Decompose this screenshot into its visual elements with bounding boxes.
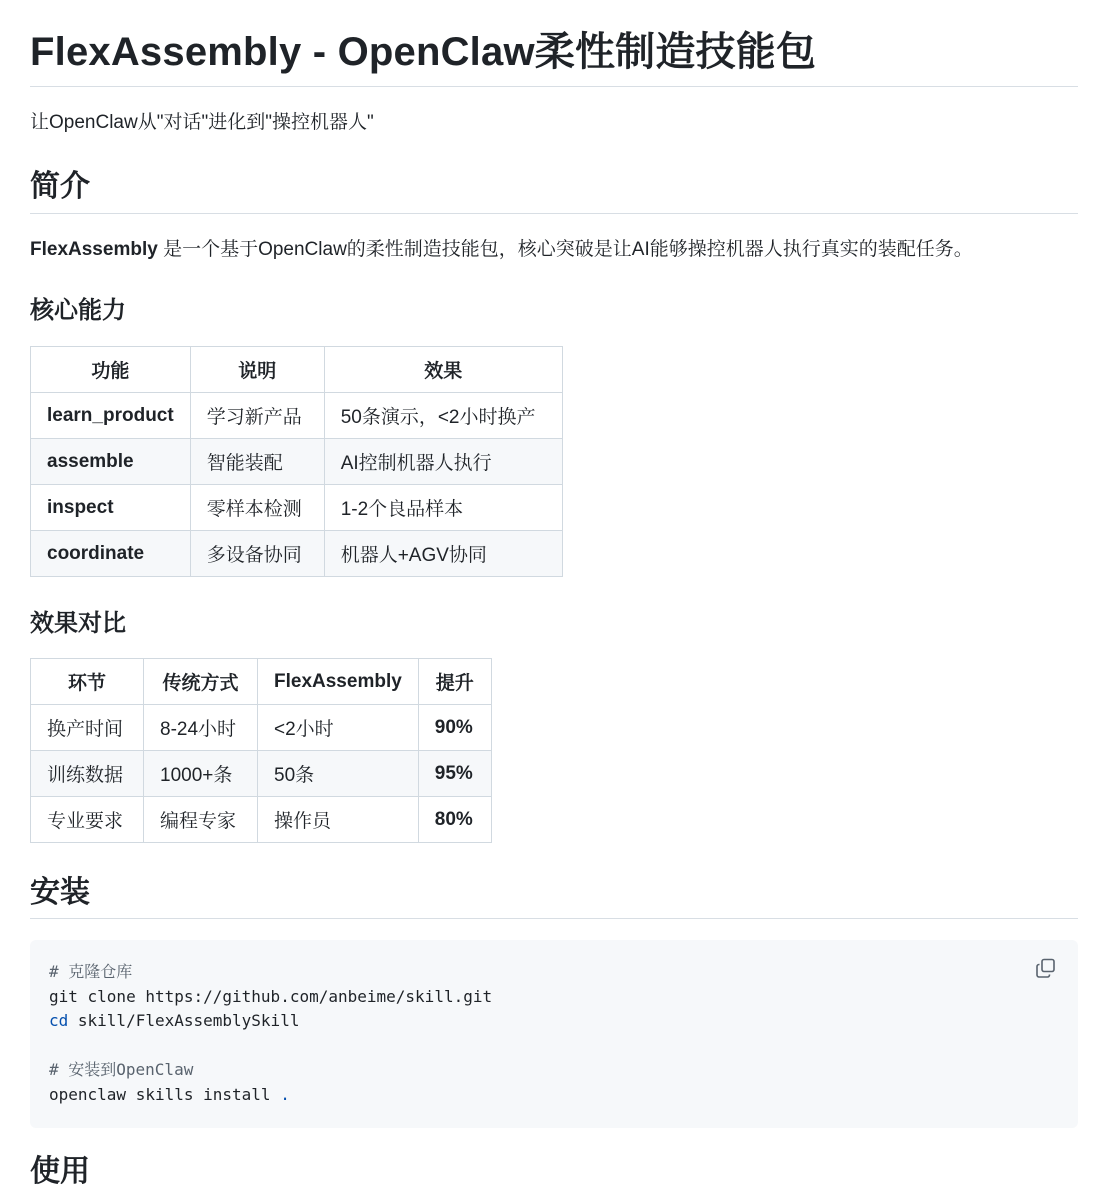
code-line: openclaw skills install	[49, 1084, 281, 1104]
table-row	[31, 797, 492, 843]
table-cell: inspect	[31, 485, 191, 531]
page-title: FlexAssembly - OpenClaw柔性制造技能包	[30, 30, 817, 74]
intro-divider	[30, 213, 1078, 214]
table-header-row	[31, 347, 563, 393]
table-cell: 8-24小时	[144, 705, 258, 751]
table-cell: 50条演示，<2小时换产	[324, 393, 562, 439]
table-cell: AI控制机器人执行	[324, 439, 562, 485]
comparison-heading: 效果对比	[30, 610, 126, 637]
table-cell: 编程专家	[144, 797, 258, 843]
copy-button[interactable]	[1034, 956, 1058, 980]
intro-text: 是一个基于OpenClaw的柔性制造技能包，核心突破是让AI能够操控机器人执行真实的装配任务。	[157, 239, 973, 260]
copy-icon	[1034, 956, 1058, 980]
table-cell: 90%	[418, 705, 491, 751]
table-row	[31, 439, 563, 485]
table-header-cell: FlexAssembly	[258, 659, 419, 705]
code-comment: # 克隆仓库	[49, 962, 133, 981]
table-row	[31, 393, 563, 439]
table-cell: 训练数据	[31, 751, 144, 797]
table-cell: 50条	[258, 751, 419, 797]
table-header-cell: 环节	[31, 659, 144, 705]
capabilities-table	[30, 346, 563, 577]
table-row	[31, 485, 563, 531]
table-header-cell: 传统方式	[144, 659, 258, 705]
intro-paragraph	[30, 237, 973, 263]
code-comment: # 安装到OpenClaw	[49, 1060, 194, 1080]
table-cell: 换产时间	[31, 705, 144, 751]
title-divider	[30, 86, 1078, 87]
table-cell: learn_product	[31, 393, 191, 439]
table-row	[31, 531, 563, 577]
code-keyword: .	[280, 1084, 290, 1104]
intro-strong: FlexAssembly	[30, 239, 158, 260]
table-cell: assemble	[31, 439, 191, 485]
table-cell: 机器人+AGV协同	[324, 531, 562, 577]
code-line: git clone https://github.com/anbeime/skill.git	[49, 986, 493, 1006]
code-keyword: cd	[49, 1011, 69, 1031]
intro-heading: 简介	[30, 170, 90, 203]
table-cell: 零样本检测	[190, 485, 324, 531]
table-cell: 多设备协同	[190, 531, 324, 577]
table-cell: 80%	[418, 797, 491, 843]
table-cell: 1-2个良品样本	[324, 485, 562, 531]
table-cell: coordinate	[31, 531, 191, 577]
table-row	[31, 705, 492, 751]
capabilities-heading: 核心能力	[30, 297, 126, 324]
table-cell: 学习新产品	[190, 393, 324, 439]
table-cell: 1000+条	[144, 751, 258, 797]
table-row	[31, 751, 492, 797]
table-header-cell: 说明	[190, 347, 324, 393]
code-line: skill/FlexAssemblySkill	[68, 1011, 300, 1031]
table-cell: <2小时	[258, 705, 419, 751]
code-block[interactable]	[30, 940, 1078, 1128]
install-divider	[30, 918, 1078, 919]
table-cell: 操作员	[258, 797, 419, 843]
table-header-cell: 效果	[324, 347, 562, 393]
subtitle: 让OpenClaw从"对话"进化到"操控机器人"	[30, 112, 374, 133]
table-header-cell: 功能	[31, 347, 191, 393]
table-header-cell: 提升	[418, 659, 491, 705]
code-content[interactable]	[49, 960, 492, 1108]
table-cell: 智能装配	[190, 439, 324, 485]
usage-heading: 使用	[30, 1155, 90, 1188]
comparison-table	[30, 658, 492, 843]
table-cell: 专业要求	[31, 797, 144, 843]
install-heading: 安装	[30, 876, 90, 909]
table-header-row	[31, 659, 492, 705]
table-cell: 95%	[418, 751, 491, 797]
